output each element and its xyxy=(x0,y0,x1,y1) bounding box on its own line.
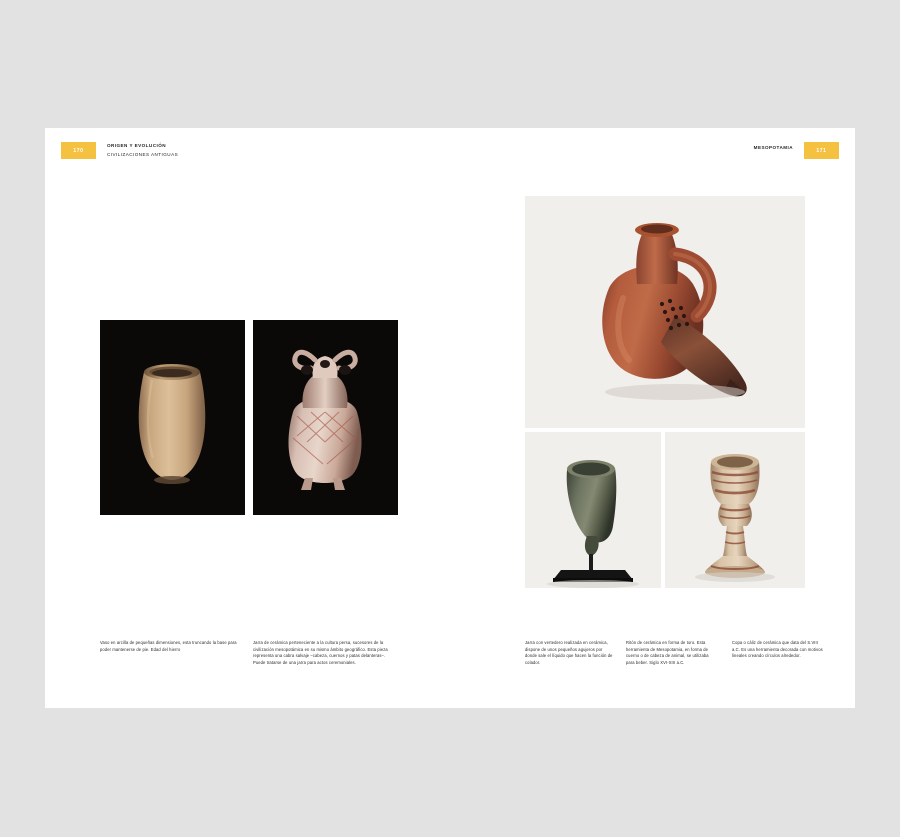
jarra-con-vertedero-image xyxy=(525,196,805,428)
right-page xyxy=(450,128,855,708)
plate-vaso-arcilla xyxy=(100,320,245,515)
book-spread xyxy=(45,128,855,708)
plate-riton-toro xyxy=(525,432,661,588)
running-head-line2: CIVILIZACIONES ANTIGUAS xyxy=(107,151,179,157)
plate-jarra-con-vertedero xyxy=(525,196,805,428)
caption-jarra-ceramica-persa: Jarra de cerámica perteneciente a la cultura persa, sucesores de la civilización mesopotámica en su mismo ámbito geográfico. Esta pieza representa una cabra salvaje –cabeza, cuernos y patas delanteras–. Puede tratarse de una jarra para actos ceremoniales. xyxy=(253,640,388,665)
running-head-right: MESOPOTAMIA xyxy=(753,145,793,150)
riton-toro-image xyxy=(525,432,661,588)
vaso-arcilla-image xyxy=(100,320,245,515)
folio-left: 170 xyxy=(61,142,96,159)
plate-copa-caliz-ceramica xyxy=(665,432,805,588)
copa-caliz-ceramica-image xyxy=(665,432,805,588)
caption-riton-toro: Ritón de cerámica en forma de toro. Esta herramienta de Mesopotamia, en forma de cuerno o de cabeza de animal, se utilizaba para beber. Siglo XVI-XIII a.C. xyxy=(626,640,709,665)
running-head-line1: ORIGEN Y EVOLUCIÓN xyxy=(107,143,166,148)
jarra-ceramica-persa-image xyxy=(253,320,398,515)
folio-right: 171 xyxy=(804,142,839,159)
left-page xyxy=(45,128,450,708)
caption-vaso-arcilla: Vaso en arcilla de pequeñas dimensiones, esta truncando la base para poder mantenerse de pie. Edad del hierro xyxy=(100,640,237,652)
running-head-left xyxy=(107,142,178,159)
plate-jarra-ceramica-persa xyxy=(253,320,398,515)
caption-copa-caliz-ceramica: Copa o cáliz de cerámica que data del S.VIII a.C. Es una herramienta decorada con motivos lineales creando círculos alrededor. xyxy=(732,640,823,659)
caption-jarra-con-vertedero: Jarra con vertedero realizada en cerámica, dispone de unos pequeños agujeros por donde sale el líquido que hacen la función de colador. xyxy=(525,640,613,665)
